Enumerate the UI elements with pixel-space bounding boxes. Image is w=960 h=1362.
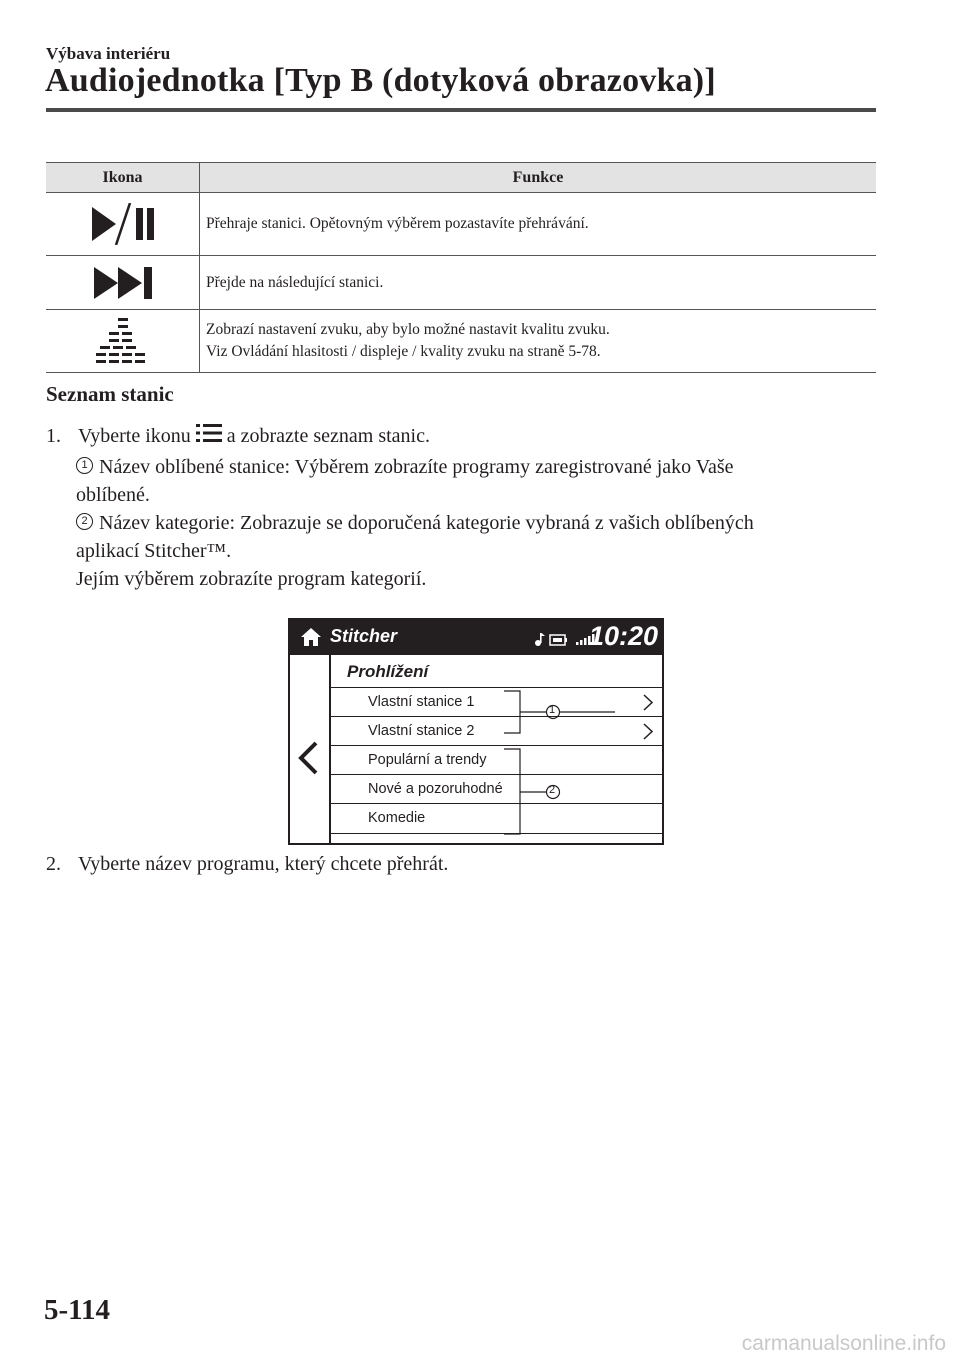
title-rule <box>46 108 876 112</box>
table-row <box>46 310 876 373</box>
skip-next-icon <box>92 265 154 301</box>
item-label: Populární a trendy <box>368 752 487 768</box>
screen-heading: Prohlížení <box>347 662 429 681</box>
note-2-continued: aplikací Stitcher™. <box>76 540 232 562</box>
stitcher-screen <box>288 618 664 845</box>
note-text: Název oblíbené stanice: Výběrem zobrazíte programy zaregistrované jako Vaše <box>99 456 734 478</box>
function-text: Přejde na následující stanici. <box>200 256 877 310</box>
list-icon <box>196 423 222 443</box>
callout-lines <box>290 620 662 843</box>
table-row <box>46 193 876 256</box>
page-number: 5-114 <box>44 1294 111 1326</box>
column-header-icon: Ikona <box>46 163 200 193</box>
callout-number: 2 <box>76 513 93 530</box>
item-label: Nové a pozoruhodné <box>368 781 503 797</box>
function-text-reference: Viz Ovládání hlasitosti / displeje / kvality zvuku na straně 5-78. <box>206 343 601 360</box>
step-text: Vyberte název programu, který chcete přehrát. <box>78 853 449 875</box>
note-2 <box>76 509 754 537</box>
step-1 <box>46 422 430 450</box>
column-header-function: Funkce <box>200 163 877 193</box>
site-watermark: carmanualsonline.info <box>741 1332 946 1355</box>
note-1 <box>76 453 734 481</box>
table-header-row <box>46 163 876 193</box>
section-label: Výbava interiéru <box>46 44 171 63</box>
callout-2-label: 2 <box>549 784 556 796</box>
callout-number: 1 <box>76 457 93 474</box>
section-heading: Seznam stanic <box>46 382 174 406</box>
note-2-continued: Jejím výběrem zobrazíte program kategorií. <box>76 568 427 590</box>
function-text: Přehraje stanici. Opětovným výběrem pozastavíte přehrávání. <box>200 193 877 256</box>
step-text: Vyberte ikonu <box>78 425 191 447</box>
clock: 10:20 <box>588 621 658 651</box>
table-row <box>46 256 876 310</box>
step-number: 1. <box>46 425 61 447</box>
step-text: a zobrazte seznam stanic. <box>226 425 430 447</box>
page-title: Audiojednotka [Typ B (dotyková obrazovka)] <box>45 62 716 99</box>
callout-1-label: 1 <box>549 704 556 716</box>
sound-settings-icon <box>96 318 150 364</box>
note-text: Název kategorie: Zobrazuje se doporučená kategorie vybraná z vašich oblíbených <box>99 512 754 534</box>
item-label: Vlastní stanice 2 <box>368 723 475 739</box>
function-text: Zobrazí nastavení zvuku, aby bylo možné nastavit kvalitu zvuku. <box>206 321 610 338</box>
item-label: Komedie <box>368 810 426 826</box>
step-2 <box>46 850 448 878</box>
function-table <box>46 162 876 373</box>
app-name: Stitcher <box>330 626 398 646</box>
step-number: 2. <box>46 853 61 875</box>
item-label: Vlastní stanice 1 <box>368 694 475 710</box>
note-1-continued: oblíbené. <box>76 484 150 506</box>
play-pause-icon <box>90 203 156 245</box>
